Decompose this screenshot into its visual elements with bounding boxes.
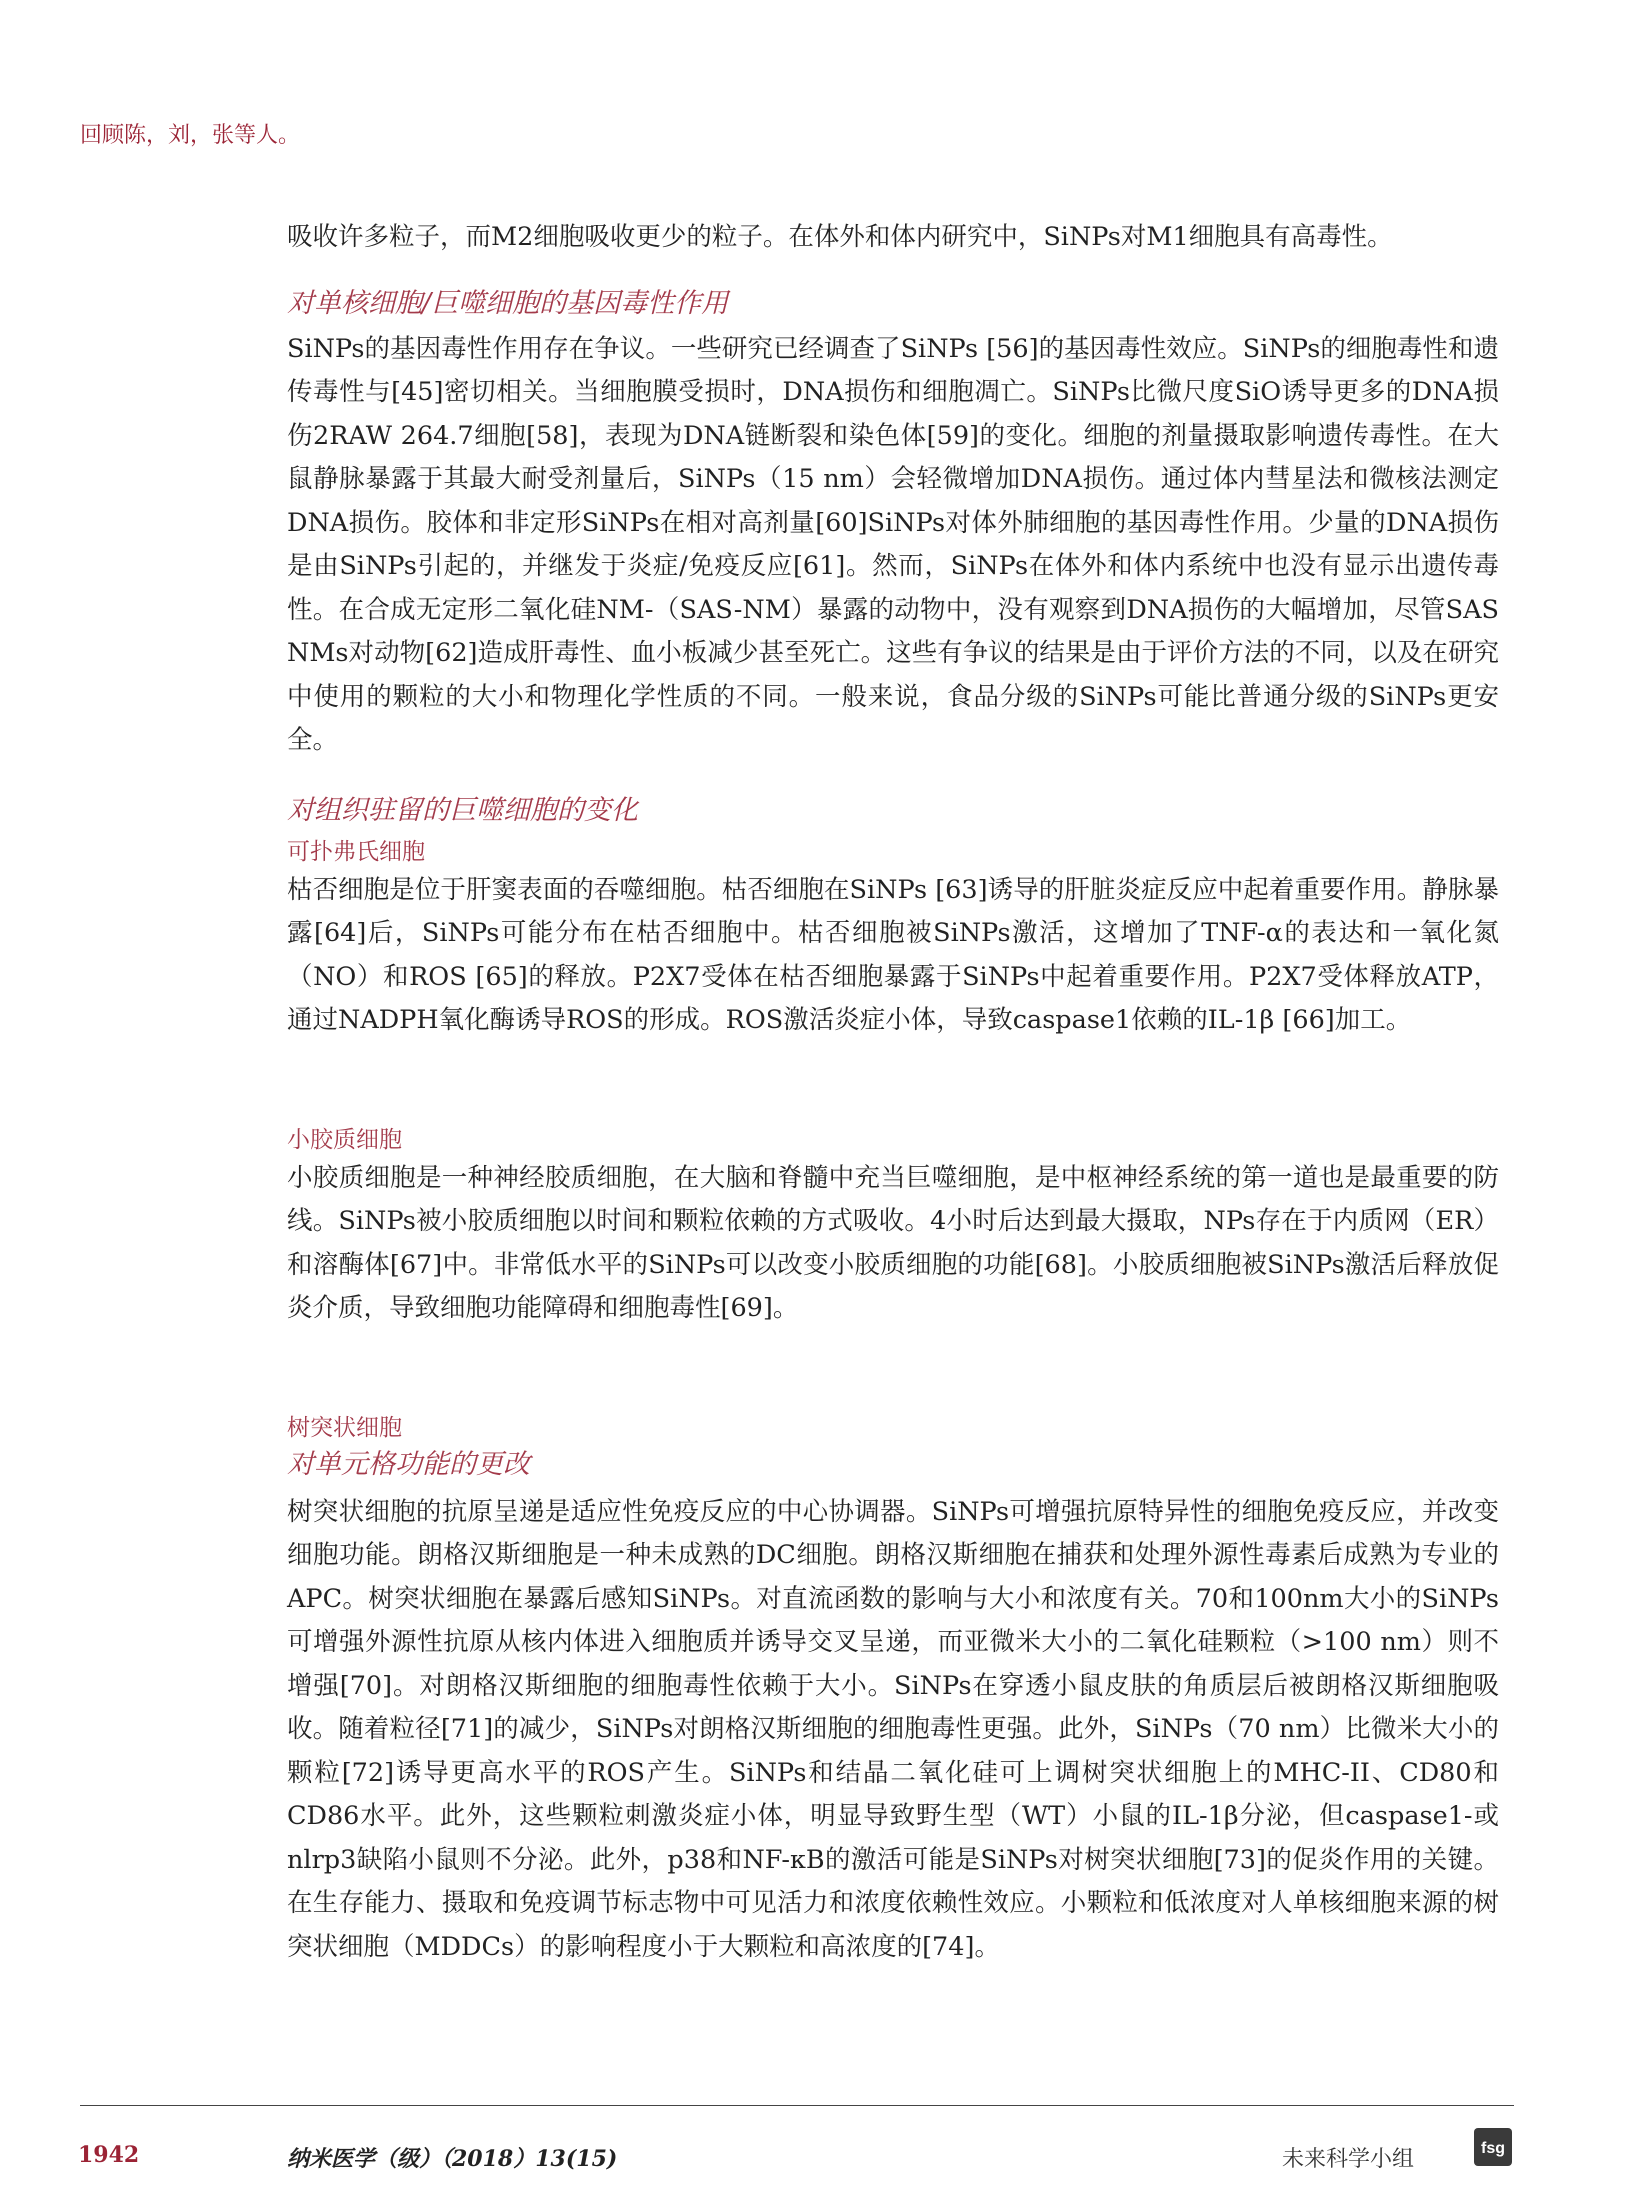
footer-rule — [80, 2105, 1514, 2106]
subsection-subtitle-cell-function: 对单元格功能的更改 — [287, 1448, 530, 1480]
page-number: 1942 — [78, 2142, 140, 2168]
subsection-title-dendritic: 树突状细胞 — [287, 1414, 402, 1441]
publisher-logo-text: fsg — [1481, 2140, 1505, 2157]
kupffer-paragraph: 枯否细胞是位于肝窦表面的吞噬细胞。枯否细胞在SiNPs [63]诱导的肝脏炎症反应中起着重要作用。静脉暴露[64]后，SiNPs可能分布在枯否细胞中。枯否细胞被SiNPs激活，这增加了TNF-α的表达和一氧化氮（NO）和ROS [65]的释放。P2X7受体在枯否细胞暴露于SiNPs中起着重要作用。P2X7受体释放ATP，通过NADPH氧化酶诱导ROS的形成。ROS激活炎症小体，导致caspase1依赖的IL-1β [66]加工。 — [287, 874, 1499, 1035]
section-title-tissue-macrophages: 对组织驻留的巨噬细胞的变化 — [287, 794, 638, 826]
publisher-name: 未来科学小组 — [1282, 2147, 1415, 2172]
article-body — [287, 216, 1499, 1969]
running-head: 回顾陈，刘，张等人。 — [80, 123, 301, 148]
microglia-paragraph: 小胶质细胞是一种神经胶质细胞，在大脑和脊髓中充当巨噬细胞，是中枢神经系统的第一道也是最重要的防线。SiNPs被小胶质细胞以时间和颗粒依赖的方式吸收。4小时后达到最大摄取，NPs存在于内质网（ER）和溶酶体[67]中。非常低水平的SiNPs可以改变小胶质细胞的功能[68]。小胶质细胞被SiNPs激活后释放促炎介质，导致细胞功能障碍和细胞毒性[69]。 — [287, 1162, 1499, 1323]
intro-paragraph: 吸收许多粒子，而M2细胞吸收更少的粒子。在体外和体内研究中，SiNPs对M1细胞具有高毒性。 — [287, 222, 1393, 252]
section-title-genotoxicity: 对单核细胞/巨噬细胞的基因毒性作用 — [287, 287, 729, 319]
subsection-title-kupffer: 可扑弗氏细胞 — [287, 838, 425, 865]
subsection-title-microglia: 小胶质细胞 — [287, 1126, 402, 1153]
publisher-logo-icon — [1474, 2128, 1512, 2166]
journal-citation: 纳米医学（级）（2018）13(15) — [287, 2146, 618, 2172]
dendritic-paragraph: 树突状细胞的抗原呈递是适应性免疫反应的中心协调器。SiNPs可增强抗原特异性的细胞免疫反应，并改变细胞功能。朗格汉斯细胞是一种未成熟的DC细胞。朗格汉斯细胞在捕获和处理外源性毒素后成熟为专业的APC。树突状细胞在暴露后感知SiNPs。对直流函数的影响与大小和浓度有关。70和100nm大小的SiNPs可增强外源性抗原从核内体进入细胞质并诱导交叉呈递，而亚微米大小的二氧化硅颗粒（>100 nm）则不增强[70]。对朗格汉斯细胞的细胞毒性依赖于大小。SiNPs在穿透小鼠皮肤的角质层后被朗格汉斯细胞吸收。随着粒径[71]的减少，SiNPs对朗格汉斯细胞的细胞毒性更强。此外，SiNPs（70 nm）比微米大小的颗粒[72]诱导更高水平的ROS产生。SiNPs和结晶二氧化硅可上调树突状细胞上的MHC-II、CD80和CD86水平。此外，这些颗粒刺激炎症小体，明显导致野生型（WT）小鼠的IL-1β分泌，但caspase1-或nlrp3缺陷小鼠则不分泌。此外，p38和NF-κB的激活可能是SiNPs对树突状细胞[73]的促炎作用的关键。在生存能力、摄取和免疫调节标志物中可见活力和浓度依赖性效应。小颗粒和低浓度对人单核细胞来源的树突状细胞（MDDCs）的影响程度小于大颗粒和高浓度的[74]。 — [287, 1496, 1499, 1962]
genotoxicity-paragraph: SiNPs的基因毒性作用存在争议。一些研究已经调查了SiNPs [56]的基因毒性效应。SiNPs的细胞毒性和遗传毒性与[45]密切相关。当细胞膜受损时，DNA损伤和细胞凋亡。SiNPs比微尺度SiO诱导更多的DNA损伤2RAW 264.7细胞[58]，表现为DNA链断裂和染色体[59]的变化。细胞的剂量摄取影响遗传毒性。在大鼠静脉暴露于其最大耐受剂量后，SiNPs（15 nm）会轻微增加DNA损伤。通过体内彗星法和微核法测定DNA损伤。胶体和非定形SiNPs在相对高剂量[60]SiNPs对体外肺细胞的基因毒性作用。少量的DNA损伤是由SiNPs引起的，并继发于炎症/免疫反应[61]。然而，SiNPs在体外和体内系统中也没有显示出遗传毒性。在合成无定形二氧化硅NM-（SAS-NM）暴露的动物中，没有观察到DNA损伤的大幅增加，尽管SAS NMs对动物[62]造成肝毒性、血小板减少甚至死亡。这些有争议的结果是由于评价方法的不同，以及在研究中使用的颗粒的大小和物理化学性质的不同。一般来说，食品分级的SiNPs可能比普通分级的SiNPs更安全。 — [287, 333, 1499, 755]
